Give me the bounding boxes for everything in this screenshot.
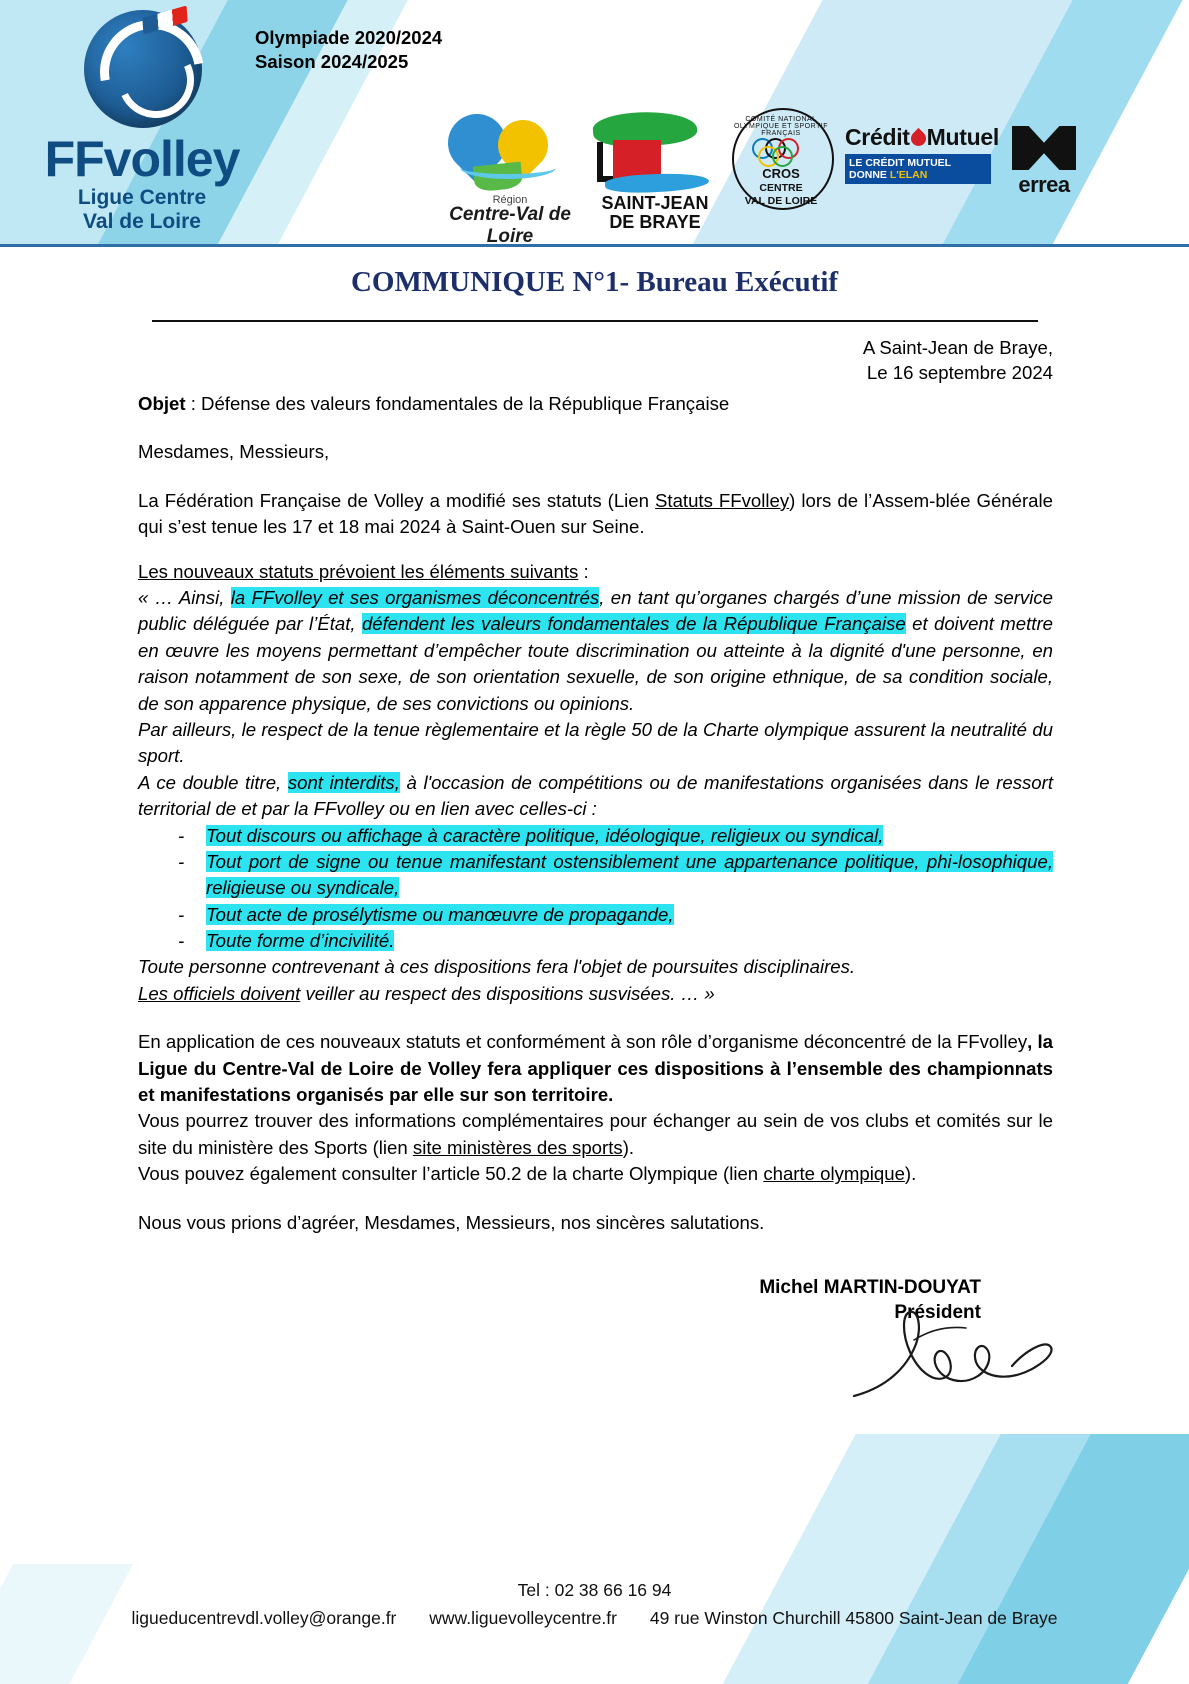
sjb-line1: SAINT-JEAN: [601, 193, 709, 213]
charte-text-2: ).: [904, 1163, 917, 1185]
list-item: [178, 928, 1053, 954]
sjb-line2: DE BRAYE: [609, 212, 701, 233]
cros-label: CROS: [762, 166, 800, 181]
list-item: [178, 849, 1053, 902]
quote-p3-b: à l'occasion de compétitions ou de manifestations organisées dans le ressort territorial de et par la FFvolley ou en lien avec celles-ci :: [138, 771, 1053, 820]
cm-slogan-line2: [849, 169, 987, 181]
officiels-underline: Les officiels doivent: [138, 982, 301, 1004]
quote-highlight-2: défendent les valeurs fondamentales de la République Française: [361, 613, 906, 635]
list-item-text: Toute forme d’incivilité.: [206, 930, 395, 952]
region-label: Région: [492, 194, 528, 206]
errea-wordmark: errea: [1018, 172, 1070, 197]
footer-band: [0, 1394, 1189, 1684]
application-text: En application de ces nouveaux statuts et conformément à son rôle d’organisme déconcentré de la FFvolley: [138, 1031, 1028, 1053]
date: Le 16 septembre 2024: [866, 361, 1053, 383]
ffvolley-logo: [22, 8, 262, 243]
statuts-heading-colon: :: [578, 560, 589, 582]
olympiade-line1: Olympiade 2020/2024: [255, 27, 443, 48]
ffvolley-volley: volley: [103, 131, 240, 187]
cros-sub-line1: CENTRE: [759, 182, 803, 194]
cm-slogan-donne: DONNE: [849, 169, 887, 182]
signer-name: Michel MARTIN-DOUYAT: [759, 1277, 981, 1298]
credit-mutuel-mutuel: Mutuel: [926, 124, 999, 150]
ffvolley-ff: FF: [44, 131, 104, 187]
objet-value: Défense des valeurs fondamentales de la République Française: [201, 393, 730, 415]
footer-email[interactable]: ligueducentrevdl.volley@orange.fr: [131, 1608, 397, 1628]
document-content: [138, 336, 1053, 1325]
cros-top-text: COMITÉ NATIONAL OLYMPIQUE ET SPORTIF FRANÇAIS: [733, 116, 829, 137]
intro-text-1: La Fédération Française de Volley a modifié ses statuts (Lien: [138, 489, 656, 511]
footer-contacts: [0, 1604, 1189, 1632]
interdictions-list: [138, 823, 1053, 955]
list-item-text: Tout discours ou affichage à caractère politique, idéologique, religieux ou syndical,: [206, 824, 884, 846]
list-item: [178, 902, 1053, 928]
credit-mutuel-slogan: [845, 154, 991, 184]
statuts-quote: [138, 585, 1053, 1007]
place-date-block: [138, 336, 1053, 385]
quote-mid-2: et doivent mettre en œuvre les moyens permettant d’empêcher toute discrimination ou atteinte à la dignité d'une personne, en raison notamment de son sexe, de son orientation sexuelle, de son origine ethnique, de sa condition sociale, de son apparence physique, de ses convictions ou opinions.: [138, 613, 1053, 714]
ffvolley-ligue-line2: Val de Loire: [83, 209, 201, 233]
header-divider: [0, 244, 1189, 247]
footer-website[interactable]: www.liguevolleycentre.fr: [429, 1608, 617, 1628]
quote-highlight-3: sont interdits,: [287, 771, 400, 793]
salutation: Mesdames, Messieurs,: [138, 441, 330, 463]
application-bold: , la Ligue du Centre-Val de Loire de Volley fera appliquer ces dispositions à l’ensemble des championnats et manifestations organisés par elle sur son territoire.: [138, 1031, 1053, 1106]
errea-logo: [1005, 126, 1083, 218]
ffvolley-ligue-line1: Ligue Centre: [77, 186, 207, 209]
olympiade-line2: Saison 2024/2025: [255, 51, 409, 73]
cros-sub-line2: VAL DE LOIRE: [744, 194, 818, 207]
info-paragraph: [138, 1108, 1053, 1161]
list-item-text: Tout acte de prosélytisme ou manœuvre de propagande,: [206, 903, 674, 925]
wave-icon: [460, 156, 556, 179]
cros-logo: [726, 108, 836, 238]
charte-olympique-link[interactable]: charte olympique: [763, 1163, 905, 1185]
intro-paragraph: [138, 488, 1053, 541]
quote-open: « … Ainsi,: [138, 587, 231, 609]
olympic-rings-icon: [752, 138, 810, 162]
cm-slogan-elan: L'ELAN: [889, 169, 928, 182]
objet-line: [138, 391, 1053, 417]
quote-mid-1: , en tant qu’organes chargés d’une mission de service public déléguée par l’État,: [138, 587, 1053, 635]
quote-p3-a: A ce double titre,: [138, 771, 288, 793]
statuts-heading: Les nouveaux statuts prévoient les éléments suivants: [138, 560, 579, 582]
quote-paragraph-4: Toute personne contrevenant à ces dispositions fera l'objet de poursuites disciplinaires.: [138, 956, 856, 978]
heart-icon: [908, 128, 929, 149]
statuts-ffvolley-link[interactable]: Statuts FFvolley: [655, 489, 790, 511]
cros-sub: [726, 182, 836, 207]
credit-mutuel-logo: [845, 124, 999, 188]
quote-paragraph-5: [138, 981, 1053, 1007]
credit-mutuel-credit: Crédit: [845, 124, 910, 150]
info-text-2: ).: [622, 1136, 635, 1158]
errea-mark-icon: [1012, 126, 1076, 170]
quote-highlight-1: la FFvolley et ses organismes déconcentrés: [230, 587, 600, 609]
page-title: COMMUNIQUE N°1- Bureau Exécutif: [350, 266, 839, 298]
charte-paragraph: [138, 1161, 1053, 1187]
closing-paragraph: Nous vous prions d’agréer, Mesdames, Messieurs, nos sincères salutations.: [138, 1211, 765, 1233]
statuts-heading-line: [138, 559, 1053, 585]
quote-p5-rest: veiller au respect des dispositions susvisées. … »: [300, 982, 715, 1004]
footer-text: [0, 1576, 1189, 1632]
footer-address: 49 rue Winston Churchill 45800 Saint-Jean de Braye: [649, 1608, 1058, 1628]
credit-mutuel-wordmark: [845, 124, 999, 151]
list-item-text: Tout port de signe ou tenue manifestant ostensiblement une appartenance politique, phi-losophique, religieuse ou syndicale,: [206, 850, 1053, 899]
objet-separator: :: [185, 393, 202, 415]
title-divider: [152, 320, 1038, 322]
saint-jean-de-braye-text: [585, 194, 725, 233]
list-item: [178, 823, 1053, 849]
ministere-sports-link[interactable]: site ministères des sports: [412, 1136, 623, 1158]
ffvolley-wordmark: [22, 131, 262, 187]
footer-tel: Tel : 02 38 66 16 94: [517, 1580, 672, 1600]
olympiade-block: [255, 26, 442, 75]
objet-label: Objet: [138, 393, 186, 415]
region-name: Centre-Val de Loire: [449, 204, 571, 247]
quote-paragraph-1: [138, 585, 1053, 717]
charte-text-1: Vous pouvez également consulter l’article 50.2 de la charte Olympique (lien: [138, 1163, 764, 1185]
place: A Saint-Jean de Braye,: [862, 337, 1053, 358]
info-text-1: Vous pourrez trouver des informations complémentaires pour échanger au sein de vos clubs et comités sur le site du ministère des Sports (lien: [138, 1110, 1053, 1158]
quote-paragraph-2: Par ailleurs, le respect de la tenue règlementaire et la règle 50 de la Charte olympique assurent la neutralité du sport.: [138, 718, 1053, 767]
quote-paragraph-3: [138, 770, 1053, 823]
region-centre-val-de-loire-logo: [430, 110, 590, 247]
intro-text-2: ) lors de l’Assem-blée Générale qui s’est tenue les 17 et 18 mai 2024 à Saint-Ouen sur Seine.: [138, 489, 1053, 538]
cm-slogan-line1: LE CRÉDIT MUTUEL: [849, 157, 952, 169]
signer-role: Président: [894, 1301, 981, 1323]
ffvolley-ligue: [22, 186, 262, 233]
application-paragraph: [138, 1029, 1053, 1108]
saint-jean-de-braye-logo: [585, 112, 725, 236]
